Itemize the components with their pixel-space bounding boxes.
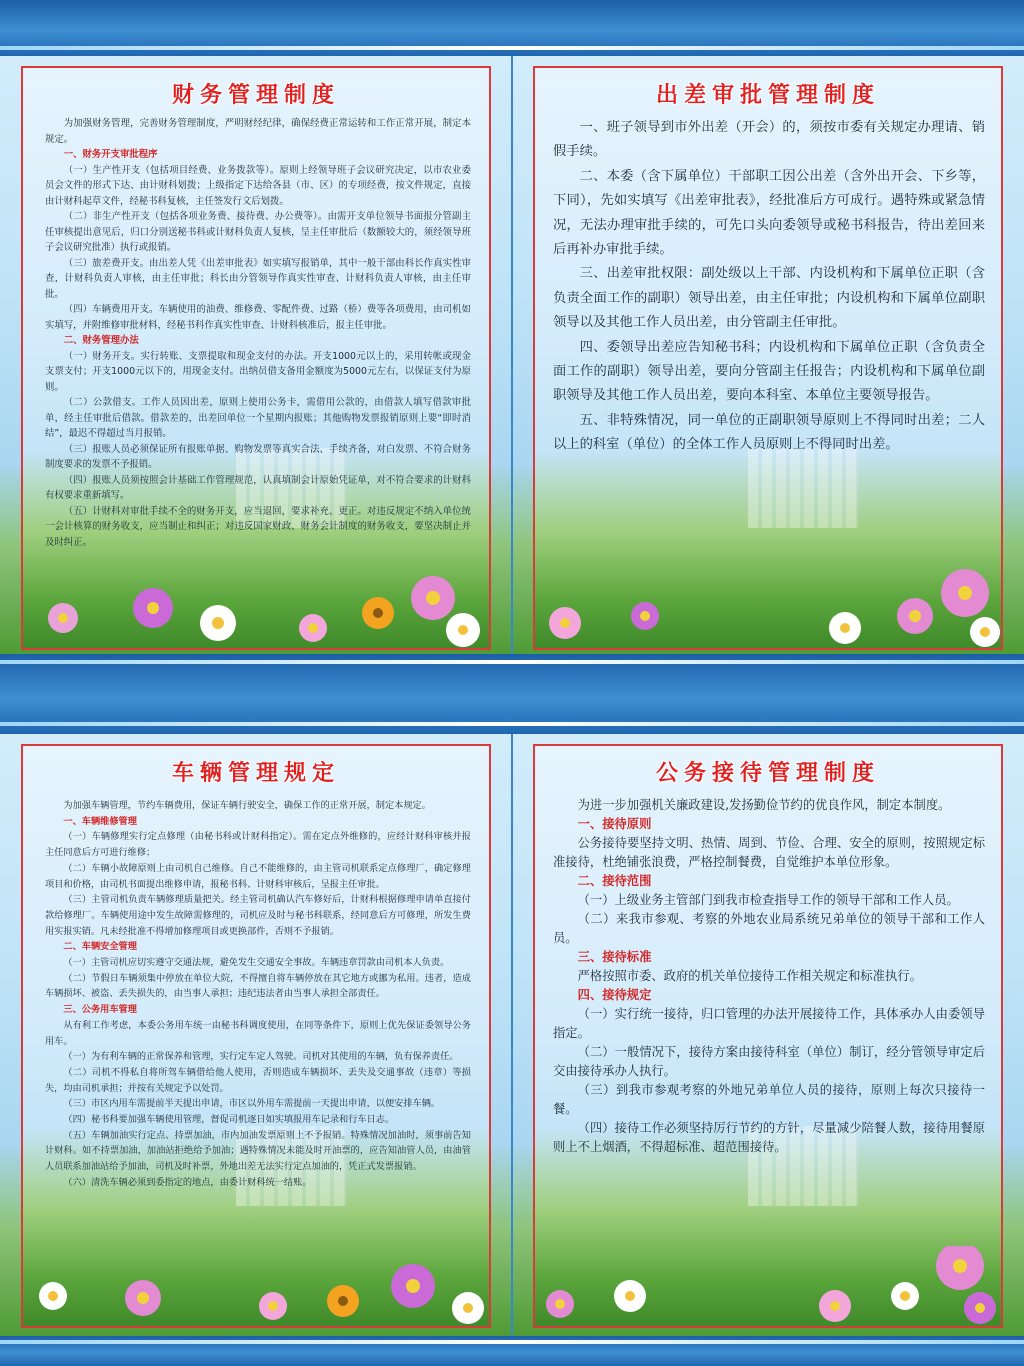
- paragraph: （二）车辆小故障原则上由司机自己维修。自己不能维修的，由主管司机联系定点修理厂，确定修理项目和价格，由司机书面提出维修申请，报秘书科、计财科审核后，呈报主任审批。: [45, 862, 471, 890]
- paragraph: 五、非特殊情况，同一单位的正副职领导原则上不得同时出差；二人以上的科室（单位）的全体工作人员原则上不得同时出差。: [553, 412, 985, 453]
- paragraph: （一）财务开支。实行转账、支票提取和现金支付的办法。开支1000元以上的，采用转帐或现金支票支付；开支1000元以下的，用现金支付。出纳员借支备用金额度为5000元左右，以保证支付为原则。: [45, 350, 471, 393]
- card-title: 出差审批管理制度: [655, 83, 880, 108]
- section-heading: 二、财务管理办法: [63, 335, 139, 346]
- paragraph: 二、本委（含下属单位）干部职工因公出差（含外出开会、下乡等，下同），先如实填写《出差审批表》，经批准后方可成行。遇特殊或紧急情况，无法办理审批手续的，可先口头向委领导或秘书科报告，待出差回来后再补办审批手续。: [553, 168, 985, 258]
- section-heading: 四、接待规定: [577, 988, 652, 1002]
- paragraph: （三）主管司机负责车辆修理质量把关。经主管司机确认汽车修好后，计财科根据修理申请单直接付款给修理厂。车辆使用途中发生故障需修理的，司机应及时与秘书科联系，经同意后方可修理，所发生费用实报实销。凡未经批准不得增加修理项目或更换部件，否则不予报销。: [45, 894, 471, 937]
- business-trip-approval-card: [533, 66, 1003, 650]
- paragraph: （三）报账人员必须保证所有报账单据、购物发票等真实合法、手续齐备，对白发票、不符合财务制度要求的发票不予报销。: [45, 443, 471, 470]
- section-heading: 三、接待标准: [577, 950, 652, 964]
- city-skyline-decoration: [748, 448, 858, 528]
- paragraph: （二）公款借支。工作人员因出差，原则上使用公务卡，需借用公款的，由借款人填写借款审批单，经主任审批后借款。借款差的，出差回单位一个星期内报账；其他购物发票报销原则上要“即时消结”，最迟不得超过当月报销。: [45, 397, 471, 439]
- flower-decoration: [535, 1246, 1003, 1326]
- section-heading: 三、公务用车管理: [63, 1004, 137, 1016]
- flower-decoration: [23, 1246, 491, 1326]
- paragraph: （一）车辆修理实行定点修理（由秘书科或计财科指定）。需在定点外维修的，应经计财科审核并报主任同意后方可进行维修；: [45, 831, 471, 859]
- paragraph: 为加强财务管理，完善财务管理制度，严明财经纪律，确保经费正常运转和工作正常开展，制定本规定。: [45, 118, 471, 145]
- section-heading: 一、车辆维修管理: [63, 815, 137, 827]
- flower-decoration: [23, 568, 491, 648]
- top-banner: [0, 0, 1024, 56]
- paragraph: （二）节假日车辆须集中停放在单位大院，不得擅自将车辆停放在其它地方或挪为私用。违者，造成车辆损坏、被盗、丢失损失的，由当事人承担；违纪违法者由当事人承担全部责任。: [45, 972, 471, 1000]
- paragraph: （二）一般情况下，接待方案由接待科室（单位）制订，经分管领导审定后交由接待承办人执行。: [553, 1045, 985, 1078]
- paragraph: （四）车辆费用开支。车辆使用的油费、维修费、零配件费、过路（桥）费等各项费用，由司机如实填写，并附维修审批材料，经秘书科作真实性审查、计财科核准后，报主任审批。: [45, 304, 471, 331]
- paragraph: 严格按照市委、政府的机关单位接待工作相关规定和标准执行。: [577, 969, 922, 983]
- paragraph: （五）车辆加油实行定点、持票加油，市内加油发票原则上不予报销。特殊情况加油时，须事前告知计财科。如不持票加油，加油站拒绝给予加油；遇特殊情况未能及时开油票的，应告知油管人员，由油管人员联系加油站给予加油，司机及时补票，外地出差无法实行定点加油的，凭正式发票报销。: [45, 1129, 471, 1173]
- bottom-banner: [0, 1336, 1024, 1366]
- paragraph: （二）来我市参观、考察的外地农业局系统兄弟单位的领导干部和工作人员。: [553, 912, 985, 945]
- card-title: 车辆管理规定: [171, 761, 340, 786]
- paragraph: 从有利工作考虑，本委公务用车统一由秘书科调度使用，在同等条件下，原则上优先保证委领导公务用车。: [45, 1019, 471, 1047]
- paragraph: （一）为有利车辆的正常保养和管理，实行定车定人驾驶。司机对其使用的车辆，负有保养责任。: [63, 1051, 459, 1063]
- official-reception-card: [533, 744, 1003, 1328]
- paragraph: （一）生产性开支（包括项目经费、业务拨款等）。原则上经领导班子会议研究决定，以市农业委员会文件的形式下达、由计财科划拨；上级指定下达给各县（市、区）的专项经费，按文件规定，直接由计财科起草文件，经秘书科复核，主任签发行文后划拨。: [45, 164, 471, 207]
- paragraph: （四）报账人员须按照会计基础工作管理规范，认真填制会计原始凭证单，对不符合要求的计财科有权要求重新填写。: [45, 474, 471, 501]
- paragraph: （一）实行统一接待，归口管理的办法开展接待工作，具体承办人由委领导指定。: [553, 1007, 985, 1040]
- section-heading: 一、接待原则: [577, 817, 652, 831]
- card-body: [553, 116, 985, 458]
- flower-decoration: [535, 568, 1003, 648]
- paragraph: 四、委领导出差应告知秘书科；内设机构和下属单位正职（含负责全面工作的副职）领导出差，要向分管副主任报告；内设机构和下属单位副职领导及其他工作人员出差，要向本科室、本单位主要领导报告。: [553, 339, 985, 404]
- paragraph: 三、出差审批权限：副处级以上干部、内设机构和下属单位正职（含负责全面工作的副职）领导出差，由主任审批；内设机构和下属单位副职领导以及其他工作人员出差，由分管副主任审批。: [553, 266, 985, 331]
- card-body: [45, 798, 471, 1191]
- paragraph: （五）计财科对审批手续不全的财务开支，应当退回，要求补充、更正。对违反规定不纳入单位统一会计核算的财务收支，应当制止和纠正；对违反国家财政、财务会计制度的财务收支，要坚决制止并及时纠正。: [45, 505, 471, 548]
- section-heading: 一、财务开支审批程序: [63, 149, 158, 160]
- paragraph: （二）非生产性开支（包括各项业务费、接待费、办公费等）。由需开支单位领导书面报分管副主任审核提出意见后，归口分别送秘书科或计财科负责人复核，呈主任审批后（数额较大的，须经领导班子会议研究批准）执行或报销。: [45, 211, 471, 253]
- card-title: 财务管理制度: [171, 83, 340, 108]
- paragraph: 公务接待要坚持文明、热情、周到、节俭、合理、安全的原则，按照规定标准接待，杜绝铺张浪费，严格控制餐费，自觉维护本单位形象。: [553, 836, 985, 869]
- paragraph: （二）司机不得私自将所驾车辆借给他人使用，否则造成车辆损坏、丢失及交通事故（违章）等损失，均由司机承担；并按有关规定予以处罚。: [45, 1066, 471, 1094]
- card-title: 公务接待管理制度: [655, 761, 880, 786]
- middle-banner: [0, 654, 1024, 734]
- paragraph: 为进一步加强机关廉政建设,发扬勤俭节约的优良作风，制定本制度。: [577, 798, 951, 812]
- paragraph: （一）上级业务主管部门到我市检查指导工作的领导干部和工作人员。: [577, 893, 959, 907]
- section-heading: 二、接待范围: [577, 874, 652, 888]
- paragraph: 为加强车辆管理，节约车辆费用，保证车辆行驶安全，确保工作的正常开展，制定本规定。: [63, 800, 431, 811]
- paragraph: （三）到我市参观考察的外地兄弟单位人员的接待，原则上每次只接待一餐。: [553, 1083, 985, 1116]
- card-body: [553, 796, 985, 1157]
- section-heading: 二、车辆安全管理: [63, 941, 137, 953]
- finance-management-card: [21, 66, 491, 650]
- paragraph: （一）主管司机应切实遵守交通法规，避免发生交通安全事故。车辆违章罚款由司机本人负责。: [63, 957, 450, 969]
- vehicle-management-card: [21, 744, 491, 1328]
- paragraph: （四）接待工作必须坚持厉行节约的方针，尽量减少陪餐人数，接待用餐原则上不上烟酒，不得超标准、超范围接待。: [553, 1121, 985, 1154]
- paragraph: （六）清洗车辆必须到委指定的地点，由委计财科统一结账。: [63, 1176, 312, 1188]
- paragraph: （三）旅差费开支。由出差人凭《出差审批表》如实填写报销单，其中一般干部由科长作真实性审查，计财科负责人审核，由主任审批；科长由分管领导作真实性审查、计财科负责人审核，由主任审批。: [45, 257, 471, 300]
- paragraph: 一、班子领导到市外出差（开会）的，须按市委有关规定办理请、销假手续。: [553, 120, 985, 160]
- card-body: [45, 116, 471, 550]
- paragraph: （三）市区内用车需提前半天提出申请，市区以外用车需提前一天提出申请，以便安排车辆。: [63, 1098, 441, 1110]
- paragraph: （四）秘书科要加强车辆使用管理，督促司机逐日如实填报用车记录和行车日志。: [63, 1114, 395, 1126]
